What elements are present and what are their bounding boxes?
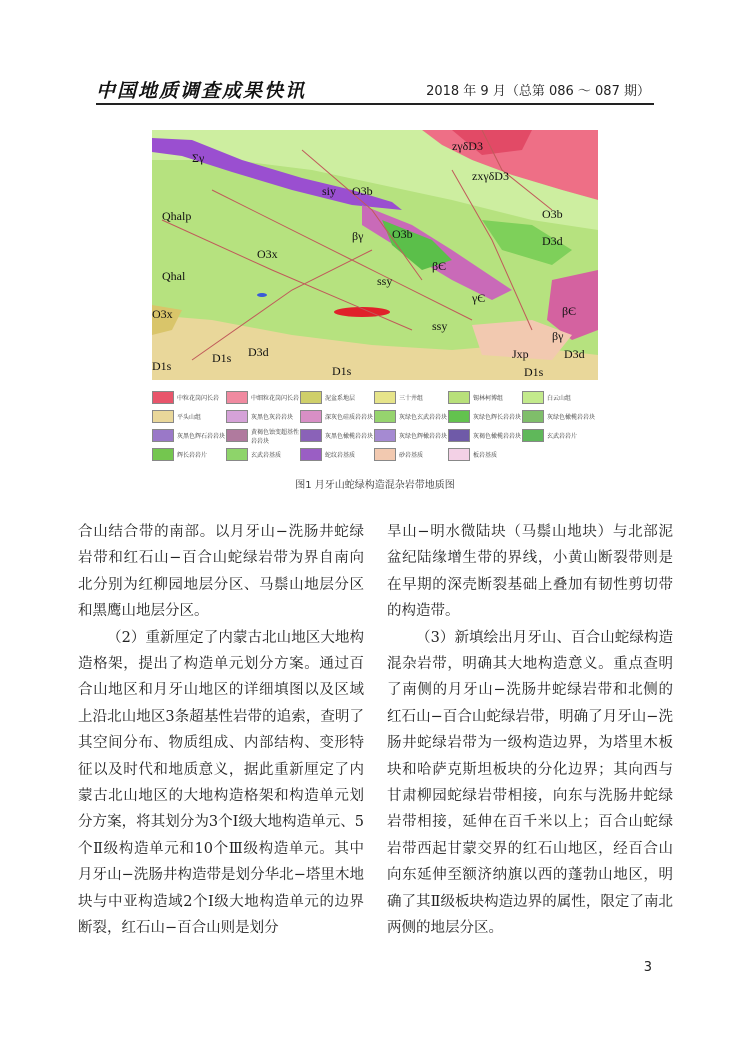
page-number: 3 — [643, 960, 652, 975]
legend-label: 灰黑色辉石岩岩块 — [177, 433, 226, 440]
legend-swatch — [374, 429, 396, 442]
legend-swatch — [152, 391, 174, 404]
legend-label: 灰黑色灰岩岩块 — [251, 414, 294, 421]
map-label: βγ — [352, 229, 364, 243]
legend-swatch — [448, 448, 470, 461]
paragraph: 旱山−明水微陆块（马鬃山地块）与北部泥盆纪陆缘增生带的界线，小黄山断裂带则是在早期的深壳断裂基础上叠加有韧性剪切带的构造带。 — [387, 524, 673, 620]
legend-item — [300, 407, 374, 426]
legend-item — [374, 388, 448, 407]
legend-swatch — [300, 448, 322, 461]
map-label: ssy — [377, 274, 393, 288]
map-label: D3d — [248, 345, 269, 359]
map-label: D1s — [524, 365, 544, 379]
map-label: O3b — [352, 184, 373, 198]
legend-item — [226, 426, 300, 445]
legend-swatch — [152, 410, 174, 423]
header-rule — [96, 103, 654, 105]
map-label: D3d — [564, 347, 585, 361]
map-label: D1s — [212, 351, 232, 365]
figure-caption: 图1 月牙山蛇绿构造混杂岩带地质图 — [295, 480, 455, 491]
legend-item — [226, 407, 300, 426]
legend-swatch — [522, 391, 544, 404]
legend-label: 辉长岩岩片 — [177, 452, 208, 459]
geological-map-svg — [152, 130, 598, 380]
legend-label: 灰绿色玄武岩岩块 — [399, 414, 448, 421]
map-label: D3d — [542, 234, 563, 248]
legend-item — [448, 426, 522, 445]
legend-item — [300, 426, 374, 445]
legend-item — [152, 407, 226, 426]
map-label: D1s — [152, 359, 172, 373]
map-label: ssy — [432, 319, 448, 333]
legend-swatch — [300, 391, 322, 404]
map-label: γЄ — [472, 291, 486, 305]
legend-swatch — [152, 448, 174, 461]
legend-label: 玄武岩岩片 — [547, 433, 578, 440]
legend-swatch — [522, 429, 544, 442]
legend-label: 板岩基质 — [473, 452, 498, 459]
map-label: βЄ — [432, 259, 447, 273]
legend-item — [226, 388, 300, 407]
legend-item — [448, 445, 522, 464]
legend-swatch — [226, 429, 248, 442]
legend-item — [226, 445, 300, 464]
legend-item — [448, 407, 522, 426]
legend-swatch — [300, 410, 322, 423]
legend-label: 灰黑色橄榄岩岩块 — [325, 433, 374, 440]
legend-swatch — [226, 410, 248, 423]
legend-item — [300, 388, 374, 407]
map-label: O3x — [152, 307, 173, 321]
legend-label: 泥盆系地层 — [325, 395, 356, 402]
legend-label: 灰褐色橄榄岩岩块 — [473, 433, 522, 440]
map-label: O3b — [392, 227, 413, 241]
legend-label: 平头山组 — [177, 414, 202, 421]
legend-swatch — [448, 391, 470, 404]
map-label: Jxp — [512, 347, 529, 361]
journal-title: 中国地质调查成果快讯 — [96, 80, 307, 102]
legend-label: 深灰色硅质岩岩块 — [325, 414, 374, 421]
right-column — [387, 519, 673, 942]
legend-swatch — [522, 410, 544, 423]
map-label: βγ — [552, 329, 564, 343]
legend-item — [374, 407, 448, 426]
legend-label: 玄武岩基质 — [251, 452, 282, 459]
legend-label: 灰绿色辉长岩岩块 — [473, 414, 522, 421]
legend-swatch — [374, 448, 396, 461]
legend-swatch — [374, 410, 396, 423]
legend-item — [374, 445, 448, 464]
map-label: βЄ — [562, 304, 577, 318]
legend-item — [522, 388, 596, 407]
legend-label: 黄褐色蚀变超基性岩岩块 — [251, 428, 300, 445]
legend-swatch — [226, 391, 248, 404]
map-label: Qhal — [162, 269, 186, 283]
legend-item — [152, 426, 226, 445]
legend-label: 灰绿色辉橄岩岩块 — [399, 433, 448, 440]
paragraph: 合山结合带的南部。以月牙山−洗肠井蛇绿岩带和红石山−百合山蛇绿岩带为界自南向北分别为红柳园地层分区、马鬃山地层分区和黑鹰山地层分区。 — [78, 524, 364, 620]
legend-label: 白云山组 — [547, 395, 572, 402]
legend-label: 锡林柯博组 — [473, 395, 504, 402]
legend-item — [522, 407, 596, 426]
map-label: O3b — [542, 207, 563, 221]
legend-swatch — [152, 429, 174, 442]
legend-swatch — [300, 429, 322, 442]
legend-label: 砂岩基质 — [399, 452, 424, 459]
legend-label: 三十井组 — [399, 395, 424, 402]
legend-item — [522, 426, 596, 445]
legend-label: 灰绿色橄榄岩岩块 — [547, 414, 596, 421]
paragraph: （2）重新厘定了内蒙古北山地区大地构造格架，提出了构造单元划分方案。通过百合山地区和月牙山地区的详细填图以及区域上沿北山地区3条超基性岩带的追索，查明了其空间分布、物质组成、内部结构、变形特征以及时代和地质意义，据此重新厘定了内蒙古北山地区的大地构造格架和构造单元划分方案，将其划分为3个Ⅰ级大地构造单元、5个Ⅱ级构造单元和10个Ⅲ级构造单元。其中月牙山−洗肠井构造带是划分华北−塔里木地块与中亚构造域2个Ⅰ级大地构造单元的边界断裂，红石山−百合山则是划分 — [78, 629, 364, 937]
legend-swatch — [374, 391, 396, 404]
geological-map — [152, 130, 598, 380]
map-label: O3x — [257, 247, 278, 261]
legend-item — [300, 445, 374, 464]
legend-label: 蛇纹岩基质 — [325, 452, 356, 459]
paragraph: （3）新填绘出月牙山、百合山蛇绿构造混杂岩带，明确其大地构造意义。重点查明了南侧的月牙山−洗肠井蛇绿岩带和北侧的红石山−百合山蛇绿岩带，明确了月牙山−洗肠井蛇绿岩带为一级构造边界，为塔里木板块和哈萨克斯坦板块的分化边界；其向西与甘肃柳园蛇绿岩带相接，向东与洗肠井蛇绿岩带相接，延伸在百千米以上；百合山蛇绿岩带西起甘蒙交界的红石山地区，经百合山向东延伸至额济纳旗以西的蓬勃山地区，明确了其Ⅱ级板块构造边界的属性，限定了南北两侧的地层分区。 — [387, 629, 673, 937]
map-label: Qhalp — [162, 209, 192, 223]
legend-swatch — [448, 410, 470, 423]
map-unit-blue-lens — [257, 293, 267, 297]
legend-item — [448, 388, 522, 407]
map-label: D1s — [332, 364, 352, 378]
legend-item — [374, 426, 448, 445]
map-label: Σγ — [192, 151, 205, 165]
left-column — [78, 519, 364, 942]
map-label: siy — [322, 184, 337, 198]
map-label: zxγδD3 — [472, 169, 509, 183]
map-legend — [152, 388, 598, 466]
issue-info: 2018 年 9 月（总第 086 ～ 087 期） — [426, 84, 650, 99]
legend-label: 中粒花岗闪长岩 — [177, 395, 220, 402]
map-label: zγδD3 — [452, 139, 483, 153]
legend-item — [152, 388, 226, 407]
legend-swatch — [448, 429, 470, 442]
legend-item — [152, 445, 226, 464]
legend-label: 中细粒花岗闪长岩 — [251, 395, 300, 402]
legend-swatch — [226, 448, 248, 461]
